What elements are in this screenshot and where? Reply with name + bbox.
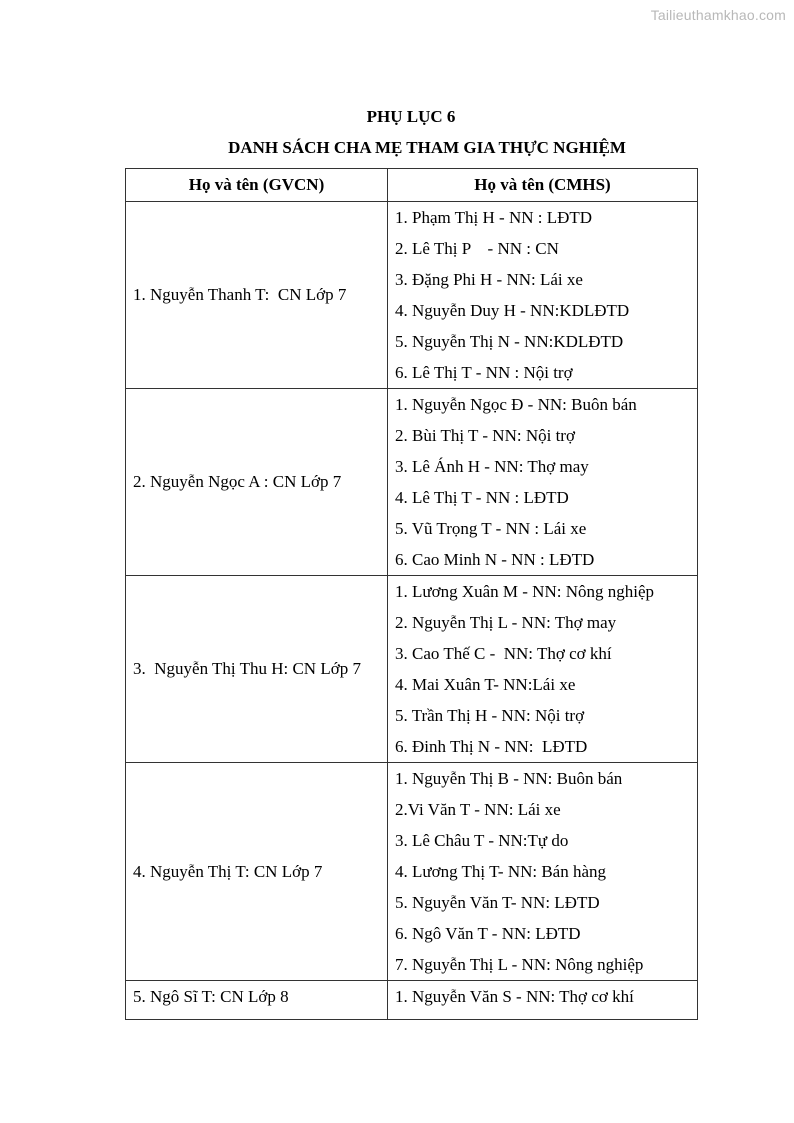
table-row xyxy=(126,981,698,1020)
document-subtitle: DANH SÁCH CHA MẸ THAM GIA THỰC NGHIỆM xyxy=(228,138,626,157)
table-row xyxy=(126,763,698,981)
cmhs-entry: 3. Lê Ánh H - NN: Thợ may xyxy=(395,457,589,476)
cmhs-cell xyxy=(388,763,698,981)
gvcn-cell xyxy=(126,576,388,763)
table-row xyxy=(126,576,698,763)
cmhs-entry: 1. Nguyễn Ngọc Đ - NN: Buôn bán xyxy=(395,395,637,414)
gvcn-cell xyxy=(126,763,388,981)
cmhs-entry: 3. Lê Châu T - NN:Tự do xyxy=(395,831,569,850)
cmhs-entry: 7. Nguyễn Thị L - NN: Nông nghiệp xyxy=(395,955,644,974)
cmhs-entry: 4. Lê Thị T - NN : LĐTD xyxy=(395,488,569,507)
cmhs-entry: 4. Mai Xuân T- NN:Lái xe xyxy=(395,675,576,694)
header-gvcn: Họ và tên (GVCN) xyxy=(126,169,388,202)
cmhs-entry: 3. Đặng Phi H - NN: Lái xe xyxy=(395,270,583,289)
cmhs-entry: 2.Vi Văn T - NN: Lái xe xyxy=(395,800,561,819)
cmhs-cell xyxy=(388,981,698,1020)
cmhs-entry: 5. Nguyễn Thị N - NN:KDLĐTD xyxy=(395,332,624,351)
cmhs-entry: 2. Bùi Thị T - NN: Nội trợ xyxy=(395,426,575,445)
cmhs-entry: 6. Ngô Văn T - NN: LĐTD xyxy=(395,924,581,943)
cmhs-entry: 2. Nguyễn Thị L - NN: Thợ may xyxy=(395,613,617,632)
header-cmhs: Họ và tên (CMHS) xyxy=(388,169,698,202)
cmhs-entry: 2. Lê Thị P - NN : CN xyxy=(395,239,559,258)
cmhs-entry: 6. Cao Minh N - NN : LĐTD xyxy=(395,550,595,569)
cmhs-entry: 1. Lương Xuân M - NN: Nông nghiệp xyxy=(395,582,655,601)
gvcn-name: 4. Nguyễn Thị T: CN Lớp 7 xyxy=(133,861,323,881)
gvcn-name: 5. Ngô Sĩ T: CN Lớp 8 xyxy=(133,987,289,1006)
parents-table xyxy=(125,168,698,1020)
gvcn-cell xyxy=(126,202,388,389)
gvcn-name: 1. Nguyễn Thanh T: CN Lớp 7 xyxy=(133,285,347,304)
table-header-row xyxy=(126,169,698,202)
cmhs-entry: 6. Lê Thị T - NN : Nội trợ xyxy=(395,363,573,382)
cmhs-cell xyxy=(388,202,698,389)
cmhs-entry: 1. Nguyễn Thị B - NN: Buôn bán xyxy=(395,769,623,788)
table-row xyxy=(126,389,698,576)
watermark: Tailieuthamkhao.com xyxy=(650,7,786,23)
cmhs-entry: 5. Nguyễn Văn T- NN: LĐTD xyxy=(395,893,600,912)
cmhs-entry: 4. Nguyễn Duy H - NN:KDLĐTD xyxy=(395,301,630,320)
cmhs-entry: 4. Lương Thị T- NN: Bán hàng xyxy=(395,862,607,881)
cmhs-cell xyxy=(388,576,698,763)
cmhs-entry: 1. Nguyễn Văn S - NN: Thợ cơ khí xyxy=(395,987,634,1006)
gvcn-cell xyxy=(126,981,388,1020)
cmhs-entry: 5. Vũ Trọng T - NN : Lái xe xyxy=(395,519,587,538)
cmhs-cell xyxy=(388,389,698,576)
gvcn-name: 3. Nguyễn Thị Thu H: CN Lớp 7 xyxy=(133,659,361,678)
document-title: PHỤ LỤC 6 xyxy=(366,107,456,126)
cmhs-entry: 3. Cao Thế C - NN: Thợ cơ khí xyxy=(395,644,612,663)
cmhs-entry: 1. Phạm Thị H - NN : LĐTD xyxy=(395,208,593,227)
gvcn-name: 2. Nguyễn Ngọc A : CN Lớp 7 xyxy=(133,472,342,491)
cmhs-entry: 5. Trần Thị H - NN: Nội trợ xyxy=(395,706,585,725)
gvcn-cell xyxy=(126,389,388,576)
cmhs-entry: 6. Đinh Thị N - NN: LĐTD xyxy=(395,737,588,756)
table-row xyxy=(126,202,698,389)
